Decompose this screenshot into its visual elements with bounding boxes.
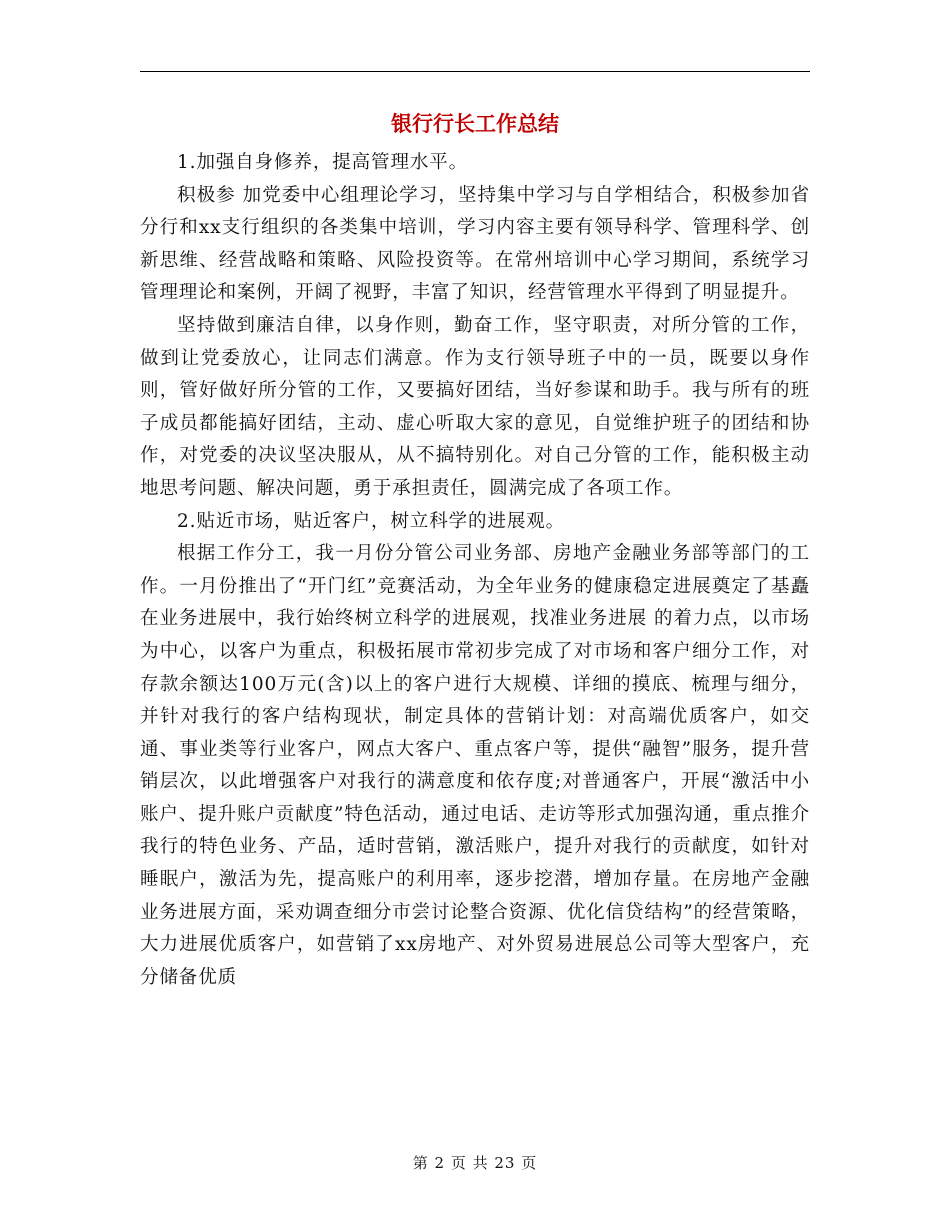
document-title: 银行行长工作总结 (391, 112, 559, 136)
paragraph-market: 根据工作分工，我一月份分管公司业务部、房地产金融业务部等部门的工作。一月份推出了“开门红”竞赛活动，为全年业务的健康稳定进展奠定了基矗在业务进展中，我行始终树立科学的进展观，找准业务进展 的着力点，以市场为中心，以客户为重点，积极拓展市常初步完成了对市场和客户细分工作，对存款余额达100万元(含)以上的客户进行大规模、详细的摸底、梳理与细分，并针对我行的客户结构现状，制定具体的营销计划：对高端优质客户，如交通、事业类等行业客户，网点大客户、重点客户等，提供“融智”服务，提升营销层次，以此增强客户对我行的满意度和依存度;对普通客户，开展“激活中小账户、提升账户贡献度”特色活动，通过电话、走访等形式加强沟通，重点推介我行的特色业务、产品，适时营销，激活账户，提升对我行的贡献度，如针对睡眠户，激活为先，提高账户的利用率，逐步挖潜，增加存量。在房地产金融业务进展方面，采劝调查细分市尝讨论整合资源、优化信贷结构”的经营策略，大力进展优质客户，如营销了xx房地产、对外贸易进展总公司等大型客户，充分储备优质 (140, 543, 810, 988)
document-body (140, 147, 810, 994)
header-rule (140, 71, 810, 72)
section-heading-2: 2.贴近市场，贴近客户，树立科学的进展观。 (177, 510, 566, 532)
paragraph-study: 积极参 加党委中心组理论学习，坚持集中学习与自学相结合，积极参加省分行和xx支行组织的各类集中培训，学习内容主要有领导科学、管理科学、创新思维、经营战略和策略、风险投资等。在常州培训中心学习期间，系统学习管理理论和案例，开阔了视野，丰富了知识，经营管理水平得到了明显提升。 (140, 184, 810, 304)
paragraph-integrity: 坚持做到廉洁自律，以身作则，勤奋工作，坚守职责，对所分管的工作，做到让党委放心，让同志们满意。作为支行领导班子中的一员，既要以身作则，管好做好所分管的工作，又要搞好团结，当好参谋和助手。我与所有的班子成员都能搞好团结，主动、虚心听取大家的意见，自觉维护班子的团结和协作，对党委的决议坚决服从，从不搞特别化。对自己分管的工作，能积极主动地思考问题、解决问题，勇于承担责任，圆满完成了各项工作。 (140, 314, 810, 499)
page-footer: 第 2 页 共 23 页 (412, 1154, 538, 1172)
section-heading-1: 1.加强自身修养，提高管理水平。 (177, 152, 469, 173)
